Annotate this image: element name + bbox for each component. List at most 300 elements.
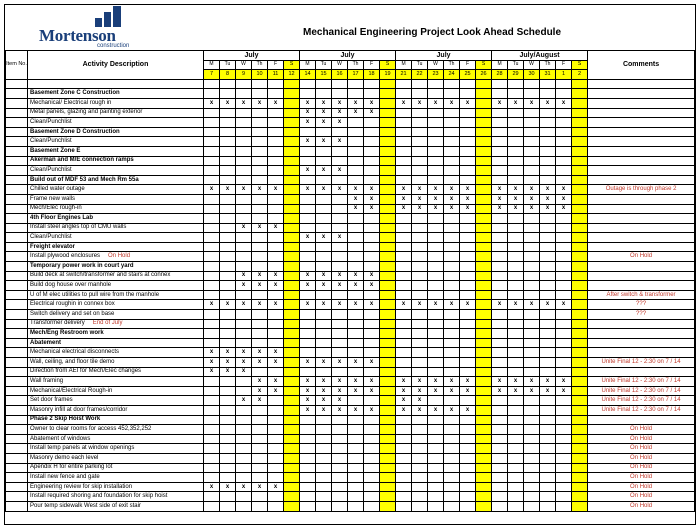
date-cell: 21 bbox=[396, 70, 412, 80]
table-row bbox=[6, 425, 695, 435]
day-cell bbox=[556, 405, 572, 415]
day-cell bbox=[444, 223, 460, 233]
day-cell bbox=[316, 175, 332, 185]
day-cell bbox=[252, 146, 268, 156]
day-cell bbox=[492, 425, 508, 435]
day-cell bbox=[220, 204, 236, 214]
item-no-cell bbox=[6, 89, 28, 99]
day-cell bbox=[332, 310, 348, 320]
saturday-cell bbox=[572, 262, 588, 272]
saturday-cell bbox=[380, 233, 396, 243]
table-row bbox=[6, 434, 695, 444]
comment-cell bbox=[588, 79, 695, 89]
day-cell bbox=[316, 146, 332, 156]
day-cell bbox=[236, 434, 252, 444]
date-cell: 28 bbox=[492, 70, 508, 80]
day-cell: x bbox=[428, 300, 444, 310]
saturday-cell bbox=[476, 329, 492, 339]
day-cell: x bbox=[300, 137, 316, 147]
comment-cell bbox=[588, 194, 695, 204]
saturday-cell bbox=[380, 127, 396, 137]
day-cell bbox=[428, 262, 444, 272]
day-cell: x bbox=[220, 482, 236, 492]
comment-cell bbox=[588, 223, 695, 233]
day-cell bbox=[444, 492, 460, 502]
day-cell: x bbox=[444, 377, 460, 387]
day-cell bbox=[412, 214, 428, 224]
day-cell bbox=[268, 262, 284, 272]
saturday-cell bbox=[572, 338, 588, 348]
day-cell bbox=[268, 233, 284, 243]
saturday-cell bbox=[284, 367, 300, 377]
activity-cell bbox=[28, 329, 204, 339]
table-row bbox=[6, 214, 695, 224]
activity-cell bbox=[28, 242, 204, 252]
day-cell bbox=[460, 146, 476, 156]
saturday-cell bbox=[476, 425, 492, 435]
comment-cell: On Hold bbox=[588, 482, 695, 492]
day-cell: x bbox=[412, 377, 428, 387]
activity-label: Pour temp sidewalk West side of exit stair bbox=[30, 502, 141, 509]
day-cell bbox=[332, 290, 348, 300]
day-cell bbox=[412, 492, 428, 502]
day-cell: x bbox=[364, 271, 380, 281]
table-row bbox=[6, 79, 695, 89]
date-cell: 29 bbox=[508, 70, 524, 80]
day-cell bbox=[444, 262, 460, 272]
day-cell bbox=[332, 242, 348, 252]
day-cell: x bbox=[444, 386, 460, 396]
day-cell bbox=[268, 319, 284, 329]
saturday-cell bbox=[380, 501, 396, 511]
day-cell bbox=[524, 281, 540, 291]
day-cell bbox=[348, 214, 364, 224]
month-header-row bbox=[6, 51, 695, 61]
saturday-cell bbox=[476, 252, 492, 262]
day-cell: x bbox=[268, 98, 284, 108]
item-no-cell bbox=[6, 271, 28, 281]
day-cell bbox=[396, 156, 412, 166]
logo-mark-icon bbox=[95, 6, 123, 28]
day-cell bbox=[508, 444, 524, 454]
day-cell: x bbox=[524, 377, 540, 387]
saturday-cell bbox=[380, 463, 396, 473]
day-cell: x bbox=[348, 271, 364, 281]
day-cell bbox=[348, 453, 364, 463]
day-cell bbox=[412, 137, 428, 147]
mortenson-logo bbox=[35, 5, 145, 49]
activity-label: Build dog house over manhole bbox=[30, 282, 112, 289]
day-cell: x bbox=[220, 300, 236, 310]
day-cell: x bbox=[396, 185, 412, 195]
day-cell bbox=[524, 175, 540, 185]
day-cell: x bbox=[316, 166, 332, 176]
day-cell bbox=[300, 252, 316, 262]
item-no-cell bbox=[6, 434, 28, 444]
day-cell bbox=[316, 501, 332, 511]
table-row bbox=[6, 156, 695, 166]
day-letter: W bbox=[428, 60, 444, 70]
day-cell bbox=[412, 118, 428, 128]
day-cell bbox=[428, 79, 444, 89]
saturday-cell bbox=[284, 194, 300, 204]
day-cell: x bbox=[332, 281, 348, 291]
day-cell: x bbox=[492, 185, 508, 195]
item-no-cell bbox=[6, 79, 28, 89]
item-no-cell bbox=[6, 262, 28, 272]
day-cell bbox=[316, 194, 332, 204]
day-cell bbox=[204, 175, 220, 185]
day-letter: M bbox=[300, 60, 316, 70]
day-cell bbox=[412, 348, 428, 358]
day-cell bbox=[412, 425, 428, 435]
day-cell bbox=[332, 338, 348, 348]
item-no-header: Item No. bbox=[6, 51, 28, 80]
saturday-cell bbox=[476, 146, 492, 156]
activity-label: Akerman and M/E connection ramps bbox=[30, 157, 134, 164]
day-cell bbox=[428, 89, 444, 99]
day-cell bbox=[332, 175, 348, 185]
day-cell bbox=[492, 252, 508, 262]
saturday-cell bbox=[572, 271, 588, 281]
activity-label: Mechanical/Electrical Rough-in bbox=[30, 387, 113, 394]
day-cell bbox=[508, 453, 524, 463]
day-cell bbox=[524, 358, 540, 368]
day-cell bbox=[556, 453, 572, 463]
day-cell bbox=[508, 348, 524, 358]
saturday-cell bbox=[380, 166, 396, 176]
day-cell bbox=[364, 348, 380, 358]
day-cell: x bbox=[204, 367, 220, 377]
comment-cell bbox=[588, 415, 695, 425]
day-cell bbox=[332, 252, 348, 262]
day-cell bbox=[332, 156, 348, 166]
day-cell bbox=[524, 463, 540, 473]
activity-label: Basement Zone D Construction bbox=[30, 128, 120, 135]
saturday-cell bbox=[380, 271, 396, 281]
day-cell bbox=[460, 348, 476, 358]
day-cell bbox=[428, 214, 444, 224]
day-cell: x bbox=[348, 108, 364, 118]
day-cell bbox=[236, 290, 252, 300]
day-cell bbox=[220, 166, 236, 176]
day-cell bbox=[540, 415, 556, 425]
day-cell bbox=[348, 329, 364, 339]
day-cell bbox=[396, 108, 412, 118]
saturday-cell bbox=[284, 348, 300, 358]
day-cell bbox=[332, 501, 348, 511]
saturday-cell bbox=[572, 396, 588, 406]
day-cell: x bbox=[460, 194, 476, 204]
day-cell bbox=[444, 137, 460, 147]
activity-label: Direction from AEI for Mech/Elec changes bbox=[30, 368, 142, 375]
day-cell bbox=[396, 242, 412, 252]
saturday-cell bbox=[380, 242, 396, 252]
saturday-cell bbox=[380, 281, 396, 291]
day-cell bbox=[220, 396, 236, 406]
day-cell bbox=[268, 415, 284, 425]
saturday-cell bbox=[476, 79, 492, 89]
date-cell: 2 bbox=[572, 70, 588, 80]
day-cell bbox=[412, 79, 428, 89]
day-cell: x bbox=[524, 194, 540, 204]
day-cell bbox=[508, 166, 524, 176]
day-cell bbox=[268, 405, 284, 415]
saturday-cell bbox=[380, 482, 396, 492]
day-cell bbox=[268, 492, 284, 502]
day-cell bbox=[524, 319, 540, 329]
table-row bbox=[6, 482, 695, 492]
item-no-cell bbox=[6, 166, 28, 176]
day-cell bbox=[316, 214, 332, 224]
day-cell bbox=[300, 473, 316, 483]
saturday-cell bbox=[572, 156, 588, 166]
activity-label: Clean/Punchlist bbox=[30, 138, 72, 145]
day-cell bbox=[396, 425, 412, 435]
day-cell bbox=[524, 214, 540, 224]
day-cell: x bbox=[540, 185, 556, 195]
day-cell bbox=[268, 501, 284, 511]
day-cell bbox=[220, 473, 236, 483]
day-cell bbox=[252, 415, 268, 425]
saturday-cell bbox=[380, 156, 396, 166]
day-cell bbox=[396, 329, 412, 339]
day-cell: x bbox=[268, 185, 284, 195]
item-no-cell bbox=[6, 156, 28, 166]
day-cell bbox=[508, 79, 524, 89]
day-cell bbox=[364, 137, 380, 147]
day-cell bbox=[444, 281, 460, 291]
day-cell bbox=[492, 146, 508, 156]
day-cell bbox=[316, 415, 332, 425]
day-cell bbox=[396, 166, 412, 176]
comment-cell: Unite Final 12 - 2:30 on 7 / 14 bbox=[588, 386, 695, 396]
day-cell bbox=[220, 137, 236, 147]
day-cell bbox=[508, 329, 524, 339]
day-cell bbox=[524, 310, 540, 320]
table-row bbox=[6, 319, 695, 329]
day-cell bbox=[316, 367, 332, 377]
activity-cell bbox=[28, 453, 204, 463]
day-cell bbox=[332, 319, 348, 329]
day-cell bbox=[364, 396, 380, 406]
table-row bbox=[6, 223, 695, 233]
day-cell bbox=[204, 137, 220, 147]
day-cell: x bbox=[412, 405, 428, 415]
comment-cell: Unite Final 12 - 2:30 on 7 / 14 bbox=[588, 377, 695, 387]
day-cell bbox=[492, 214, 508, 224]
day-cell bbox=[460, 501, 476, 511]
day-cell bbox=[492, 89, 508, 99]
day-cell: x bbox=[412, 300, 428, 310]
day-cell bbox=[204, 194, 220, 204]
saturday-cell bbox=[284, 310, 300, 320]
day-cell bbox=[396, 473, 412, 483]
day-cell bbox=[508, 367, 524, 377]
activity-cell bbox=[28, 262, 204, 272]
day-cell bbox=[396, 415, 412, 425]
day-cell bbox=[236, 319, 252, 329]
saturday-cell bbox=[476, 386, 492, 396]
date-cell: 8 bbox=[220, 70, 236, 80]
day-cell bbox=[524, 242, 540, 252]
saturday-cell bbox=[572, 79, 588, 89]
day-cell bbox=[460, 175, 476, 185]
day-cell bbox=[268, 290, 284, 300]
item-no-cell bbox=[6, 492, 28, 502]
day-cell: x bbox=[460, 386, 476, 396]
saturday-cell bbox=[380, 473, 396, 483]
saturday-cell bbox=[476, 348, 492, 358]
saturday-cell bbox=[476, 156, 492, 166]
day-cell bbox=[556, 137, 572, 147]
comment-cell bbox=[588, 89, 695, 99]
day-cell bbox=[268, 453, 284, 463]
day-cell bbox=[348, 367, 364, 377]
day-cell bbox=[204, 310, 220, 320]
day-cell bbox=[268, 156, 284, 166]
day-cell bbox=[428, 146, 444, 156]
activity-cell bbox=[28, 319, 204, 329]
day-cell bbox=[556, 463, 572, 473]
day-cell bbox=[348, 434, 364, 444]
day-cell bbox=[508, 156, 524, 166]
day-cell bbox=[396, 127, 412, 137]
item-no-cell bbox=[6, 473, 28, 483]
day-letter: F bbox=[268, 60, 284, 70]
day-cell bbox=[540, 405, 556, 415]
day-cell bbox=[348, 118, 364, 128]
day-cell bbox=[556, 242, 572, 252]
day-cell: x bbox=[252, 482, 268, 492]
activity-cell bbox=[28, 290, 204, 300]
day-cell bbox=[300, 367, 316, 377]
day-cell bbox=[540, 434, 556, 444]
day-cell: x bbox=[396, 405, 412, 415]
day-cell bbox=[332, 89, 348, 99]
day-cell bbox=[396, 463, 412, 473]
day-cell bbox=[444, 358, 460, 368]
day-cell bbox=[412, 223, 428, 233]
comment-cell: On Hold bbox=[588, 473, 695, 483]
item-no-cell bbox=[6, 463, 28, 473]
activity-label: Install required shoring and foundation for skip hoist bbox=[30, 493, 168, 500]
comment-cell: ??? bbox=[588, 300, 695, 310]
day-cell bbox=[556, 146, 572, 156]
day-cell bbox=[316, 262, 332, 272]
saturday-cell bbox=[572, 127, 588, 137]
comment-cell: On Hold bbox=[588, 252, 695, 262]
saturday-cell bbox=[476, 242, 492, 252]
day-cell bbox=[300, 194, 316, 204]
saturday-cell bbox=[380, 396, 396, 406]
saturday-cell bbox=[476, 444, 492, 454]
day-cell bbox=[508, 281, 524, 291]
day-cell: x bbox=[300, 185, 316, 195]
day-cell: x bbox=[204, 98, 220, 108]
day-cell bbox=[396, 233, 412, 243]
day-cell bbox=[412, 175, 428, 185]
saturday-cell bbox=[476, 204, 492, 214]
day-cell: x bbox=[252, 300, 268, 310]
day-cell bbox=[396, 338, 412, 348]
day-cell bbox=[524, 415, 540, 425]
day-cell bbox=[492, 473, 508, 483]
day-cell bbox=[556, 89, 572, 99]
day-cell bbox=[316, 223, 332, 233]
day-cell: x bbox=[556, 98, 572, 108]
saturday-cell bbox=[572, 310, 588, 320]
day-cell bbox=[556, 473, 572, 483]
activity-label: Mechanical electrical disconnects bbox=[30, 349, 120, 356]
day-cell bbox=[556, 79, 572, 89]
day-cell bbox=[300, 329, 316, 339]
comment-cell: On Hold bbox=[588, 425, 695, 435]
day-cell bbox=[252, 252, 268, 262]
day-cell bbox=[236, 329, 252, 339]
day-cell: x bbox=[492, 300, 508, 310]
day-cell bbox=[364, 214, 380, 224]
saturday-cell bbox=[380, 89, 396, 99]
day-cell bbox=[332, 348, 348, 358]
day-cell bbox=[396, 281, 412, 291]
day-cell: x bbox=[364, 185, 380, 195]
comment-cell bbox=[588, 233, 695, 243]
saturday-cell bbox=[572, 252, 588, 262]
day-cell bbox=[428, 118, 444, 128]
activity-label: Transformer delivery bbox=[30, 320, 85, 327]
date-cell: 22 bbox=[412, 70, 428, 80]
item-no-cell bbox=[6, 108, 28, 118]
date-cell: 17 bbox=[348, 70, 364, 80]
activity-cell bbox=[28, 358, 204, 368]
day-cell: x bbox=[428, 377, 444, 387]
day-cell bbox=[412, 310, 428, 320]
logo-name: Mortenson bbox=[39, 26, 116, 45]
day-cell: x bbox=[332, 377, 348, 387]
saturday-cell bbox=[380, 405, 396, 415]
date-cell: 23 bbox=[428, 70, 444, 80]
saturday-cell bbox=[572, 108, 588, 118]
day-cell bbox=[236, 473, 252, 483]
saturday-cell bbox=[572, 473, 588, 483]
day-cell bbox=[348, 156, 364, 166]
item-no-cell bbox=[6, 118, 28, 128]
day-cell: x bbox=[300, 377, 316, 387]
day-cell bbox=[460, 214, 476, 224]
day-cell bbox=[220, 453, 236, 463]
day-cell: x bbox=[396, 300, 412, 310]
table-row bbox=[6, 175, 695, 185]
day-cell bbox=[252, 79, 268, 89]
day-cell bbox=[556, 396, 572, 406]
saturday-cell bbox=[476, 262, 492, 272]
day-cell bbox=[268, 434, 284, 444]
day-cell bbox=[556, 156, 572, 166]
day-cell bbox=[332, 79, 348, 89]
table-row bbox=[6, 444, 695, 454]
activity-label: Apendix H for entire parking lot bbox=[30, 464, 113, 471]
day-cell bbox=[332, 453, 348, 463]
day-cell bbox=[460, 444, 476, 454]
comment-cell: On Hold bbox=[588, 463, 695, 473]
day-cell: x bbox=[316, 405, 332, 415]
saturday-cell bbox=[476, 300, 492, 310]
saturday-cell bbox=[284, 214, 300, 224]
day-cell bbox=[252, 367, 268, 377]
saturday-cell bbox=[284, 146, 300, 156]
day-cell bbox=[412, 319, 428, 329]
